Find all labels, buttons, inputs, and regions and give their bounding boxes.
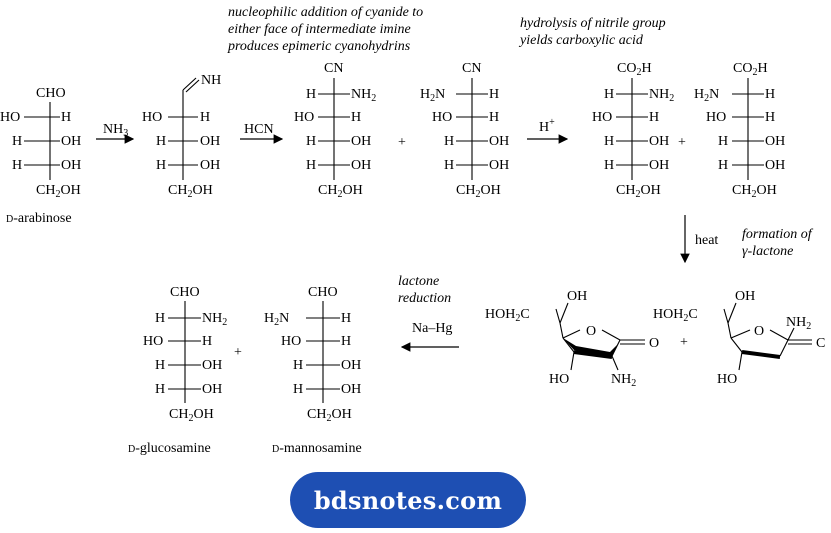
svg-text:H2N: $H_2N$	[694, 87, 720, 104]
svg-text:H: H	[341, 334, 352, 349]
lactone-1	[485, 289, 659, 389]
svg-text:H: H	[718, 134, 729, 149]
svg-text:H: H	[202, 334, 213, 349]
svg-text:OH: OH	[735, 289, 756, 304]
svg-text:OH: OH	[200, 158, 221, 173]
svg-text:CO2H: $CO_2H$	[733, 61, 768, 78]
svg-text:OH: OH	[489, 134, 510, 149]
svg-text:H: H	[444, 158, 455, 173]
svg-text:C: C	[816, 336, 826, 351]
svg-text:H: H	[604, 158, 615, 173]
imine-intermediate	[142, 73, 221, 200]
svg-text:OH: OH	[202, 382, 223, 397]
svg-text:CH2OH: $CH_2OH$	[168, 183, 213, 200]
svg-text:OH: OH	[765, 134, 786, 149]
svg-text:H: H	[155, 382, 166, 397]
reagent-nh3: $NH_3$	[103, 122, 129, 139]
svg-text:OH: OH	[765, 158, 786, 173]
svg-text:CHO: CHO	[170, 285, 200, 300]
svg-text:H: H	[604, 87, 615, 102]
plus-3: +	[680, 335, 688, 350]
note-cyanide-line1: nucleophilic addition of cyanide to	[228, 5, 424, 20]
svg-text:H: H	[156, 158, 167, 173]
svg-text:HO: HO	[281, 334, 302, 349]
reagent-hcn: HCN	[244, 122, 274, 137]
svg-text:O: O	[649, 336, 660, 351]
svg-text:HO: HO	[142, 110, 163, 125]
note-reduction-line2: reduction	[398, 291, 452, 306]
imine-double-bond	[183, 78, 199, 92]
svg-text:OH: OH	[200, 134, 221, 149]
svg-text:CO2H: $CO_2H$	[617, 61, 652, 78]
svg-text:OH: OH	[649, 134, 670, 149]
svg-text:OH: OH	[489, 158, 510, 173]
label-d-mannosamine: D-mannosamine	[272, 441, 362, 456]
svg-text:HO: HO	[0, 110, 21, 125]
svg-text:H: H	[12, 134, 23, 149]
note-reduction-line1: lactone	[398, 274, 440, 289]
svg-text:CH2OH: $CH_2OH$	[169, 407, 214, 424]
d-mannosamine	[264, 285, 361, 424]
svg-text:NH2: $NH_2$	[351, 87, 377, 104]
note-hydrolysis-line1: hydrolysis of nitrile group	[520, 16, 666, 31]
svg-text:CN: CN	[324, 61, 344, 76]
svg-text:H: H	[156, 134, 167, 149]
cyanohydrin-1	[294, 61, 376, 200]
svg-text:H: H	[765, 110, 776, 125]
svg-text:H: H	[293, 382, 304, 397]
svg-text:HOH2C: $HOH_2C$	[485, 307, 530, 324]
svg-text:H: H	[489, 110, 500, 125]
brand-text: bdsnotes.com	[313, 485, 503, 515]
svg-text:CH2OH: $CH_2OH$	[307, 407, 352, 424]
svg-text:OH: OH	[202, 358, 223, 373]
svg-text:NH2: $NH_2$	[202, 311, 228, 328]
svg-text:H: H	[765, 87, 776, 102]
svg-text:OH: OH	[351, 158, 372, 173]
svg-text:HO: HO	[717, 372, 738, 387]
svg-text:H: H	[649, 110, 660, 125]
svg-text:H: H	[351, 110, 362, 125]
svg-text:OH: OH	[567, 289, 588, 304]
svg-text:OH: OH	[341, 358, 362, 373]
svg-text:CHO: CHO	[36, 86, 66, 101]
svg-text:H: H	[306, 158, 317, 173]
svg-text:H: H	[604, 134, 615, 149]
svg-text:HO: HO	[294, 110, 315, 125]
svg-text:HO: HO	[432, 110, 453, 125]
reagent-heat: heat	[695, 233, 719, 248]
svg-text:O: O	[586, 324, 597, 339]
svg-text:HOH2C: $HOH_2C$	[653, 307, 698, 324]
svg-text:CHO: CHO	[308, 285, 338, 300]
amino-acid-2	[694, 61, 785, 200]
svg-text:HO: HO	[592, 110, 613, 125]
svg-text:H: H	[718, 158, 729, 173]
svg-text:H: H	[200, 110, 211, 125]
svg-text:OH: OH	[649, 158, 670, 173]
svg-text:OH: OH	[341, 382, 362, 397]
svg-text:H: H	[306, 134, 317, 149]
svg-text:CH2OH: $CH_2OH$	[732, 183, 777, 200]
svg-text:H2N: $H_2N$	[264, 311, 290, 328]
svg-text:H: H	[306, 87, 317, 102]
label-d-arabinose: D-arabinose	[6, 211, 72, 226]
svg-text:CH2OH: $CH_2OH$	[318, 183, 363, 200]
svg-text:OH: OH	[61, 158, 82, 173]
svg-text:H: H	[293, 358, 304, 373]
svg-text:O: O	[754, 324, 765, 339]
svg-text:OH: OH	[351, 134, 372, 149]
note-hydrolysis-line2: yields carboxylic acid	[520, 33, 643, 48]
label-d-glucosamine: D-glucosamine	[128, 441, 211, 456]
fischer-backbones	[50, 78, 748, 403]
d-arabinose	[0, 86, 81, 200]
plus-4: +	[234, 345, 242, 360]
plus-2: +	[678, 135, 686, 150]
cyanohydrin-2	[420, 61, 509, 200]
svg-text:CH2OH: $CH_2OH$	[616, 183, 661, 200]
svg-text:H: H	[489, 87, 500, 102]
svg-text:H: H	[444, 134, 455, 149]
svg-text:CH2OH: $CH_2OH$	[456, 183, 501, 200]
plus-1: +	[398, 135, 406, 150]
note-cyanide-line2: either face of intermediate imine	[228, 22, 411, 37]
svg-text:CN: CN	[462, 61, 482, 76]
svg-text:CH2OH: $CH_2OH$	[36, 183, 81, 200]
svg-text:NH2: $NH_2$	[786, 315, 812, 332]
svg-text:H: H	[61, 110, 72, 125]
svg-text:NH: NH	[201, 73, 222, 88]
svg-text:HO: HO	[143, 334, 164, 349]
svg-text:HO: HO	[706, 110, 727, 125]
svg-text:OH: OH	[61, 134, 82, 149]
svg-text:H: H	[341, 311, 352, 326]
svg-text:H: H	[12, 158, 23, 173]
reagent-acid: H+	[539, 117, 555, 135]
svg-text:H2N: $H_2N$	[420, 87, 446, 104]
amino-acid-1	[592, 61, 674, 200]
reagent-na-hg: Na–Hg	[412, 321, 453, 336]
lactone-2	[653, 289, 825, 387]
note-lactone-line1: formation of	[742, 227, 812, 242]
svg-text:H: H	[155, 311, 166, 326]
svg-text:H: H	[155, 358, 166, 373]
svg-text:NH2: $NH_2$	[649, 87, 675, 104]
note-cyanide-line3: produces epimeric cyanohydrins	[228, 39, 411, 54]
watermark-banner	[290, 472, 526, 528]
svg-text:HO: HO	[549, 372, 570, 387]
svg-text:NH2: $NH_2$	[611, 372, 637, 389]
note-lactone-line2: γ-lactone	[742, 244, 794, 259]
